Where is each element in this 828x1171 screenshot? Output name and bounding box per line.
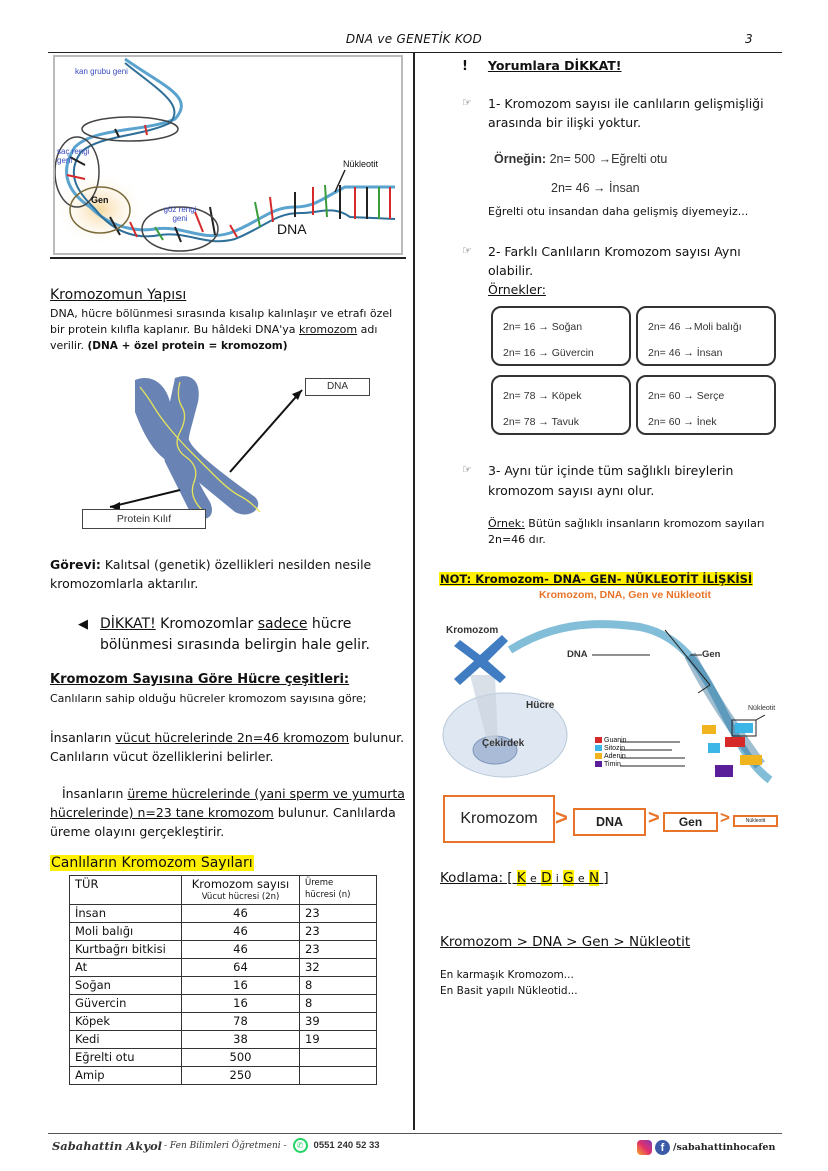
comments-heading (462, 58, 622, 74)
cell-species: At (70, 959, 182, 977)
header-body-title: Kromozom sayısı (191, 877, 290, 891)
cell-body: 78 (182, 1013, 300, 1031)
coding-letter: e (530, 872, 537, 885)
flow-box-gene: Gen (663, 812, 718, 832)
attention-text (78, 614, 398, 656)
table-row (70, 1067, 377, 1085)
label-dna: DNA (567, 649, 588, 660)
example-label: Örneğin: (494, 152, 547, 166)
swatch-icon (595, 737, 602, 743)
cell-species: Kurtbağrı bitkisi (70, 941, 182, 959)
dna-gene-figure (53, 55, 403, 255)
footer-social (637, 1140, 775, 1155)
header-body-cell (182, 876, 300, 905)
label-dna: DNA (277, 221, 307, 237)
legend-item-cytosine (595, 745, 627, 753)
figure-rule (50, 257, 406, 259)
swatch-icon (595, 745, 602, 751)
repro-text-underlined: üreme hücrelerinde (yani sperm ve yumurta hücrelerinde) n=23 tane kromozom (50, 786, 405, 820)
footer-rule (48, 1133, 782, 1134)
cell-body: 250 (182, 1067, 300, 1085)
pointing-hand-icon: ☞ (462, 463, 472, 476)
megaphone-icon: ◀ (78, 617, 88, 632)
example-box (636, 375, 776, 435)
page-header-title: DNA ve GENETİK KOD (345, 32, 483, 46)
author-name: Sabahattin Akyol (52, 1138, 163, 1153)
note-figure-title: Kromozom, DNA, Gen ve Nükleotit (538, 589, 712, 601)
table-row (70, 977, 377, 995)
cell-repro: 23 (300, 941, 377, 959)
legend-label: Guanin (604, 737, 627, 744)
label-cell: Hücre (526, 700, 555, 711)
table-row (70, 959, 377, 977)
comment-1-example-2: 2n= 46 → İnsan (551, 181, 640, 195)
cell-species: Amip (70, 1067, 182, 1085)
facebook-icon[interactable]: f (655, 1140, 670, 1155)
cell-repro (300, 1049, 377, 1067)
header-body-subtitle: Vücut hücresi (2n) (201, 892, 280, 902)
label-chromosome: Kromozom (446, 625, 499, 636)
flow-box-chromosome: Kromozom (443, 795, 555, 843)
flow-box-dna: DNA (573, 808, 646, 836)
table-row (70, 905, 377, 923)
example-label: Örnek: (488, 517, 525, 530)
label-hair-gene: saç rengi geni (57, 147, 90, 165)
cell-body: 46 (182, 905, 300, 923)
exclamation-icon: ! (462, 59, 468, 74)
cell-repro: 23 (300, 905, 377, 923)
legend-label: Adenin (604, 753, 626, 760)
swatch-icon (595, 753, 602, 759)
legend-label: Sitozin (604, 745, 626, 752)
dna-helix-illustration (55, 57, 401, 253)
base-legend (595, 737, 627, 769)
label-nucleus: Çekirdek (482, 738, 525, 749)
table-title: Canlıların Kromozom Sayıları (51, 855, 253, 871)
page-number: 3 (745, 32, 753, 46)
comment-3-example (488, 516, 788, 548)
attention-note (78, 614, 398, 656)
header-repro-cell (300, 876, 377, 905)
footer-author (52, 1138, 380, 1153)
duty-text: Kalıtsal (genetik) özellikleri nesilden nesile kromozomlarla aktarılır. (50, 557, 372, 591)
chromosome-illustration (80, 372, 380, 532)
protein-coat-callout: Protein Kılıf (82, 509, 206, 529)
legend-item-guanine (595, 737, 627, 745)
label-nucleotide: Nükleotit (343, 159, 379, 169)
cell-repro: 8 (300, 995, 377, 1013)
cell-repro: 32 (300, 959, 377, 977)
coding-mnemonic (440, 870, 609, 886)
hierarchy-order: Kromozom > DNA > Gen > Nükleotit (440, 934, 691, 950)
table-row (70, 995, 377, 1013)
body-text-1: İnsanların (50, 730, 116, 745)
cell-species: Köpek (70, 1013, 182, 1031)
cell-repro: 8 (300, 977, 377, 995)
table-row (70, 923, 377, 941)
example-line: 2n= 60 → Serçe (648, 390, 725, 402)
cell-body: 16 (182, 995, 300, 1013)
hierarchy-flow (443, 795, 788, 845)
coding-letter: D (541, 870, 552, 886)
simplest-note: En Basit yapılı Nükleotid... (440, 985, 578, 997)
cell-body: 46 (182, 941, 300, 959)
cell-species: Soğan (70, 977, 182, 995)
cell-repro: 23 (300, 923, 377, 941)
cell-species: Moli balığı (70, 923, 182, 941)
flow-box-nucleotide: Nükleotit (733, 815, 778, 827)
repro-text-1: İnsanların (62, 786, 128, 801)
label-blood-gene: kan grubu geni (75, 67, 128, 76)
swatch-icon (595, 761, 602, 767)
comment-1-conclusion: Eğrelti otu insandan daha gelişmiş diyemeyiz... (488, 205, 749, 218)
structure-formula: (DNA + özel protein = kromozom) (87, 340, 288, 352)
comment-2-text: 2- Farklı Canlıların Kromozom sayısı Aynı olabilir. (488, 244, 741, 278)
header-repro-subtitle: hücresi (n) (305, 890, 351, 900)
comment-1-example (494, 152, 667, 166)
header-species: TÜR (70, 876, 182, 905)
cell-body: 38 (182, 1031, 300, 1049)
cell-repro (300, 1067, 377, 1085)
structure-text: DNA, hücre bölünmesi sırasında kısalıp kalınlaşır ve etrafı özel bir protein kılıfla kaplanır. Bu hâldeki DNA'ya (50, 307, 393, 336)
cell-species: Kedi (70, 1031, 182, 1049)
flow-arrow-icon: > (648, 807, 660, 829)
coding-end: ] (599, 870, 609, 886)
label-gene: Gen (702, 649, 721, 660)
structure-paragraph (50, 306, 395, 354)
dna-callout: DNA (305, 378, 370, 396)
coding-letter: i (555, 872, 559, 885)
table-header-row (70, 876, 377, 905)
cell-repro: 19 (300, 1031, 377, 1049)
reproductive-cells-paragraph (50, 784, 405, 841)
example-box (491, 306, 631, 366)
instagram-icon[interactable] (637, 1140, 652, 1155)
pointing-hand-icon: ☞ (462, 244, 472, 257)
author-role: - Fen Bilimleri Öğretmeni - (164, 1140, 287, 1151)
legend-item-adenine (595, 753, 627, 761)
section-title-cell-types: Kromozom Sayısına Göre Hücre çeşitleri: (50, 672, 350, 687)
comments-title: Yorumlara DİKKAT! (487, 58, 622, 73)
column-divider (413, 52, 415, 1130)
example-line: 2n= 46 → İnsan (648, 347, 723, 359)
comment-3-text: 3- Aynı tür içinde tüm sağlıklı bireylerin kromozom sayısı aynı olur. (488, 463, 734, 498)
examples-label: Örnekler: (488, 282, 546, 297)
attention-emphasis: sadece (257, 616, 308, 632)
most-complex-note: En karmaşık Kromozom... (440, 969, 574, 981)
cell-body: 46 (182, 923, 300, 941)
table-row (70, 1031, 377, 1049)
repro-text-2: bulunur. Canlılarda üreme olayını gerçekleştirir. (50, 805, 396, 839)
example-text: Bütün sağlıklı insanların kromozom sayıları 2n=46 dır. (488, 517, 765, 546)
pointing-hand-icon: ☞ (462, 96, 472, 109)
duty-label: Görevi: (50, 557, 101, 572)
attention-text-2: hücre bölünmesi sırasında belirgin hale gelir. (100, 616, 370, 653)
header-repro-title: Üreme (305, 878, 334, 888)
attention-text-1: Kromozomlar (155, 616, 258, 632)
coding-letter: K (516, 870, 526, 886)
social-handle[interactable]: /sabahattinhocafen (673, 1142, 776, 1153)
coding-label: Kodlama: [ (440, 870, 517, 886)
legend-label: Timin (604, 761, 621, 768)
whatsapp-icon: ✆ (293, 1138, 308, 1153)
example-line: 2n= 78 → Tavuk (503, 416, 579, 428)
chromosome-count-table (69, 875, 377, 1085)
example-line: 2n= 78 → Köpek (503, 390, 582, 402)
label-nucleotide: Nükleotit (748, 705, 776, 712)
phone-number: 0551 240 52 33 (313, 1140, 380, 1151)
example-line: 2n= 16 → Soğan (503, 321, 583, 333)
example-box (491, 375, 631, 435)
cell-species: Güvercin (70, 995, 182, 1013)
body-text-underlined: vücut hücrelerinde 2n=46 kromozom (115, 730, 350, 745)
coding-letter: G (563, 870, 574, 886)
example-line: 2n= 60 → İnek (648, 416, 717, 428)
cell-body: 16 (182, 977, 300, 995)
flow-arrow-icon: > (720, 808, 730, 827)
table-row (70, 941, 377, 959)
example-line: 2n= 16 → Güvercin (503, 347, 594, 359)
chromosome-dna-gene-figure (440, 605, 790, 785)
duty-paragraph (50, 555, 405, 593)
term-chromosome: kromozom (299, 323, 358, 336)
body-text-2: bulunur. Canlıların vücut özelliklerini belirler. (50, 730, 405, 764)
coding-letter: N (589, 870, 600, 886)
structure-text-end: adı verilir. (50, 323, 378, 352)
label-eye-gene: göz rengi geni (163, 205, 197, 223)
legend-item-thymine (595, 761, 627, 769)
chromosome-figure (80, 372, 380, 532)
note-title: NOT: Kromozom- DNA- GEN- NÜKLEOTİT İLİŞKİSİ (440, 572, 753, 586)
cell-species: İnsan (70, 905, 182, 923)
cell-types-intro: Canlıların sahip olduğu hücreler kromozom sayısına göre; (50, 692, 367, 705)
section-title-structure: Kromozomun Yapısı (50, 287, 187, 303)
table-row (70, 1049, 377, 1067)
example-line: 2n= 46 →Moli balığı (648, 321, 742, 333)
cell-repro: 39 (300, 1013, 377, 1031)
example-line-1: 2n= 500 →Eğrelti otu (546, 152, 668, 166)
cell-body: 500 (182, 1049, 300, 1067)
example-box (636, 306, 776, 366)
coding-letter: e (577, 872, 585, 885)
attention-label: DİKKAT! (100, 616, 156, 632)
label-gene: Gen (91, 195, 109, 205)
header-rule (48, 52, 782, 53)
comment-1-text: 1- Kromozom sayısı ile canlıların gelişmişliği arasında bir ilişki yoktur. (488, 96, 764, 130)
flow-arrow-icon: > (555, 805, 568, 830)
cell-body: 64 (182, 959, 300, 977)
cell-species: Eğrelti otu (70, 1049, 182, 1067)
body-cells-paragraph (50, 728, 405, 766)
table-row (70, 1013, 377, 1031)
